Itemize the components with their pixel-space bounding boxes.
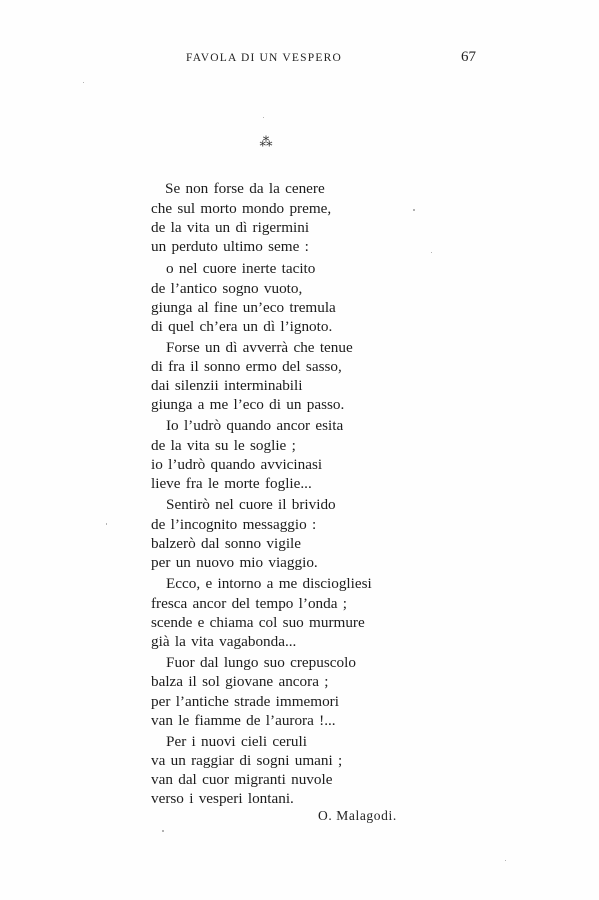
running-head [0,49,599,72]
poem-line: verso i vesperi lontani. [151,790,294,807]
scan-speck [162,830,164,832]
scan-speck [505,860,506,861]
page-number: 67 [461,49,476,65]
poem-line: Fuor dal lungo suo crepuscolo [166,654,356,671]
poem-line: van dal cuor migranti nuvole [151,771,333,788]
poem-line: fresca ancor del tempo l’onda ; [151,595,347,612]
poem-line: lieve fra le morte foglie... [151,475,312,492]
poem-line: va un raggiar di sogni umani ; [151,752,343,769]
poem-line: Per i nuovi cieli ceruli [166,733,307,750]
poem-line: balza il sol giovane ancora ; [151,673,329,690]
poem-line: di fra il sonno ermo del sasso, [151,358,342,375]
poem-line: giunga a me l’eco di un passo. [151,396,345,413]
running-title: FAVOLA DI UN VESPERO [186,52,342,64]
poem-line: o nel cuore inerte tacito [166,260,316,277]
poem-line: Forse un dì avverrà che tenue [166,339,353,356]
poem-line: de la vita un dì rigermini [151,219,310,236]
poem-line: de la vita su le soglie ; [151,437,296,454]
poem-line: giunga al fine un’eco tremula [151,299,336,316]
scan-speck [106,523,107,525]
author-signature: O. Malagodi. [318,808,397,823]
scan-speck [413,209,415,211]
poem-line: Sentirò nel cuore il brivido [166,496,336,513]
scan-speck [263,117,264,118]
poem-line: Io l’udrò quando ancor esita [166,417,344,434]
poem-line: per un nuovo mio viaggio. [151,554,318,571]
poem-line: dai silenzii interminabili [151,377,303,394]
scan-speck [83,82,84,83]
poem-line: Se non forse da la cenere [165,180,325,197]
poem-line: un perduto ultimo seme : [151,238,309,255]
poem-line: van le fiamme de l’aurora !... [151,712,336,729]
poem-line: de l’antico sogno vuoto, [151,280,303,297]
poem-line: Ecco, e intorno a me disciogliesi [166,575,372,592]
poem-line: de l’incognito messaggio : [151,516,317,533]
asterism-ornament: ⁂ [259,134,273,149]
poem-line: scende e chiama col suo murmure [151,614,365,631]
poem-line: balzerò dal sonno vigile [151,535,302,552]
poem-line: già la vita vagabonda... [151,633,297,650]
poem-line: io l’udrò quando avvicinasi [151,456,323,473]
scan-speck [431,252,432,253]
poem-line: per l’antiche strade immemori [151,693,339,710]
poem-line: che sul morto mondo preme, [151,200,332,217]
poem-line: di quel ch’era un dì l’ignoto. [151,318,333,335]
